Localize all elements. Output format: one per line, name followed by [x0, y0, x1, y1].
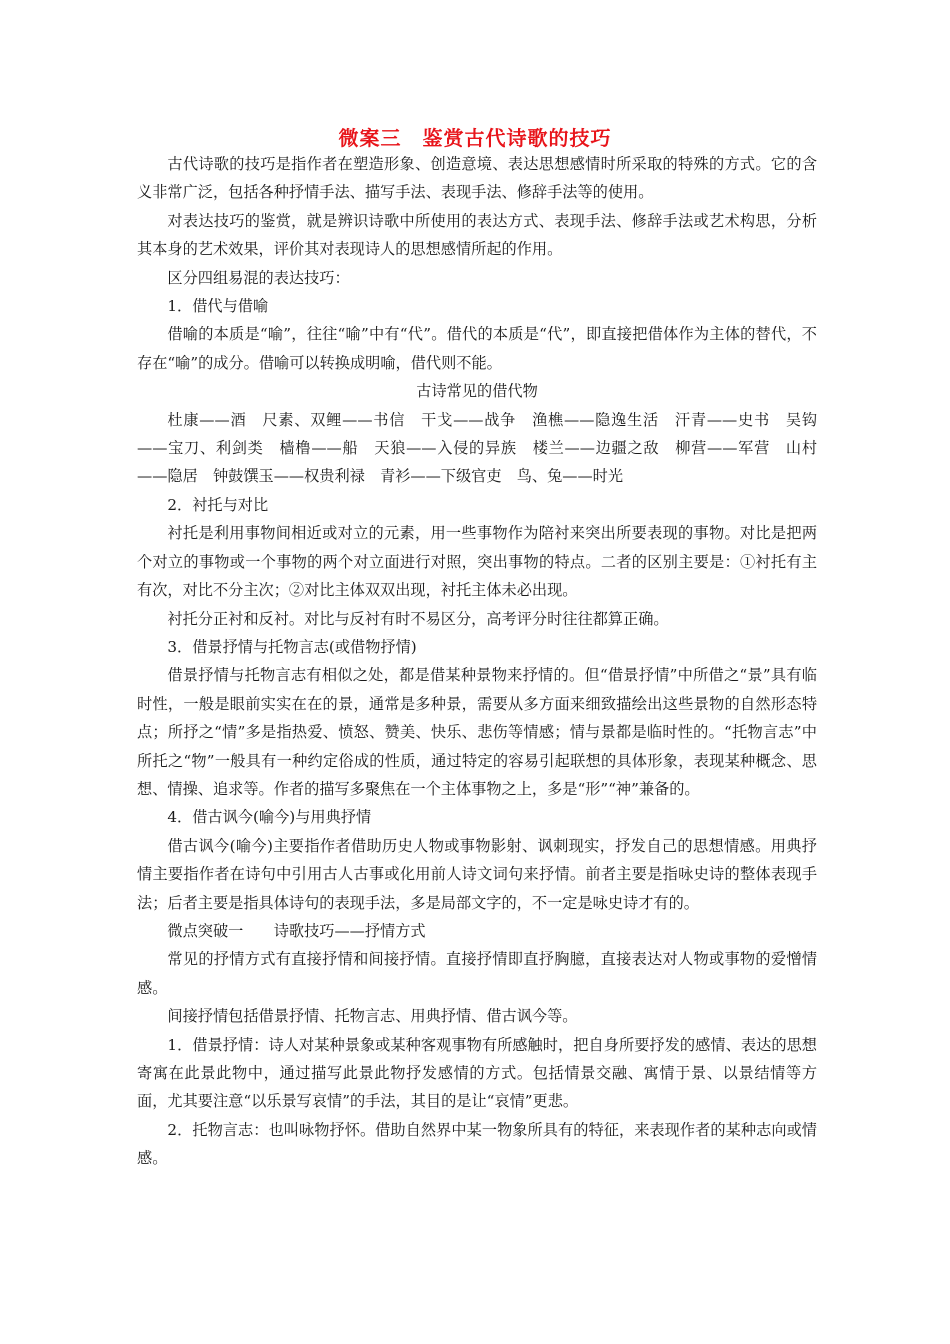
- paragraph-appreciation: 对表达技巧的鉴赏，就是辨识诗歌中所使用的表达方式、表现手法、修辞手法或艺术构思，分析其本身的艺术效果，评价其对表现诗人的思想感情所起的作用。: [137, 211, 817, 259]
- section-heading-3: 3．借景抒情与托物言志(或借物抒情): [167, 637, 417, 656]
- document-body: [137, 150, 817, 1173]
- paragraph-intro: 古代诗歌的技巧是指作者在塑造形象、创造意境、表达思想感情时所采取的特殊的方式。它的含义非常广泛，包括各种抒情手法、描写手法、表现手法、修辞手法等的使用。: [137, 155, 817, 202]
- paragraph-contrast-note: 衬托分正衬和反衬。对比与反衬有时不易区分，高考评分时往往都算正确。: [167, 609, 669, 628]
- paragraph-metonymy-list: 杜康——酒 尺素、双鲤——书信 干戈——战争 渔樵——隐逸生活 汗青——史书 吴钩——宝刀、利剑类 樯橹——船 天狼——入侵的异族 楼兰——边疆之敌 柳营——军营 山村——隐居 钟鼓馔玉——权贵利禄 青衫——下级官吏 鸟、兔——时光: [137, 410, 817, 486]
- page-title: 微案三 鉴赏古代诗歌的技巧: [338, 126, 612, 150]
- paragraph-allusion: 借古讽今(喻今)主要指作者借助历史人物或事物影射、讽刺现实，抒发自己的思想情感。用典抒情主要指作者在诗句中引用古人古事或化用前人诗文词句来抒情。前者主要是指咏史诗的整体表现手法；后者主要是指具体诗句的表现手法，多是局部文字的，不一定是咏史诗才有的。: [137, 836, 817, 912]
- paragraph-contrast: 衬托是利用事物间相近或对立的元素，用一些事物作为陪衬来突出所要表现的事物。对比是把两个对立的事物或一个事物的两个对立面进行对照，突出事物的特点。二者的区别主要是：①衬托有主有次，对比不分主次；②对比主体双双出现，衬托主体未必出现。: [137, 524, 817, 600]
- section-heading-1: 1．借代与借喻: [167, 297, 269, 316]
- paragraph-metonymy: 借喻的本质是“喻”，往往“喻”中有“代”。借代的本质是“代”，即直接把借体作为主体的替代，不存在“喻”的成分。借喻可以转换成明喻，借代则不能。: [137, 325, 817, 372]
- subheading-common-metonymy: 古诗常见的借代物: [416, 382, 538, 401]
- section-heading-4: 4．借古讽今(喻今)与用典抒情: [167, 808, 372, 827]
- paragraph-object-ambition: 2．托物言志：也叫咏物抒怀。借助自然界中某一物象所具有的特征，来表现作者的某种志向或情感。: [137, 1120, 817, 1168]
- paragraph-lyric-methods: 常见的抒情方式有直接抒情和间接抒情。直接抒情即直抒胸臆，直接表达对人物或事物的爱憎情感。: [137, 950, 817, 997]
- paragraph-four-groups: 区分四组易混的表达技巧：: [167, 268, 350, 287]
- section-heading-2: 2．衬托与对比: [167, 495, 269, 514]
- section-heading-breakthrough: 微点突破一 诗歌技巧——抒情方式: [167, 921, 426, 940]
- paragraph-scene-emotion: 借景抒情与托物言志有相似之处，都是借某种景物来抒情的。但“借景抒情”中所借之“景”具有临时性，一般是眼前实实在在的景，通常是多种景，需要从多方面来细致描绘出这些景物的自然形态特点；所抒之“情”多是指热爱、愤怒、赞美、快乐、悲伤等情感；情与景都是临时性的。“托物言志”中所托之“物”一般具有一种约定俗成的性质，通过特定的容易引起联想的具体形象，表现某种概念、思想、情操、追求等。作者的描写多聚焦在一个主体事物之上，多是“形”“神”兼备的。: [137, 666, 817, 798]
- paragraph-scene-lyric: 1．借景抒情：诗人对某种景象或某种客观事物有所感触时，把自身所要抒发的感情、表达的思想寄寓在此景此物中，通过描写此景此物抒发感情的方式。包括情景交融、寓情于景、以景结情等方面，尤其要注意“以乐景写哀情”的手法，其目的是让“哀情”更悲。: [137, 1035, 817, 1111]
- paragraph-indirect-lyric: 间接抒情包括借景抒情、托物言志、用典抒情、借古讽今等。: [167, 1007, 578, 1026]
